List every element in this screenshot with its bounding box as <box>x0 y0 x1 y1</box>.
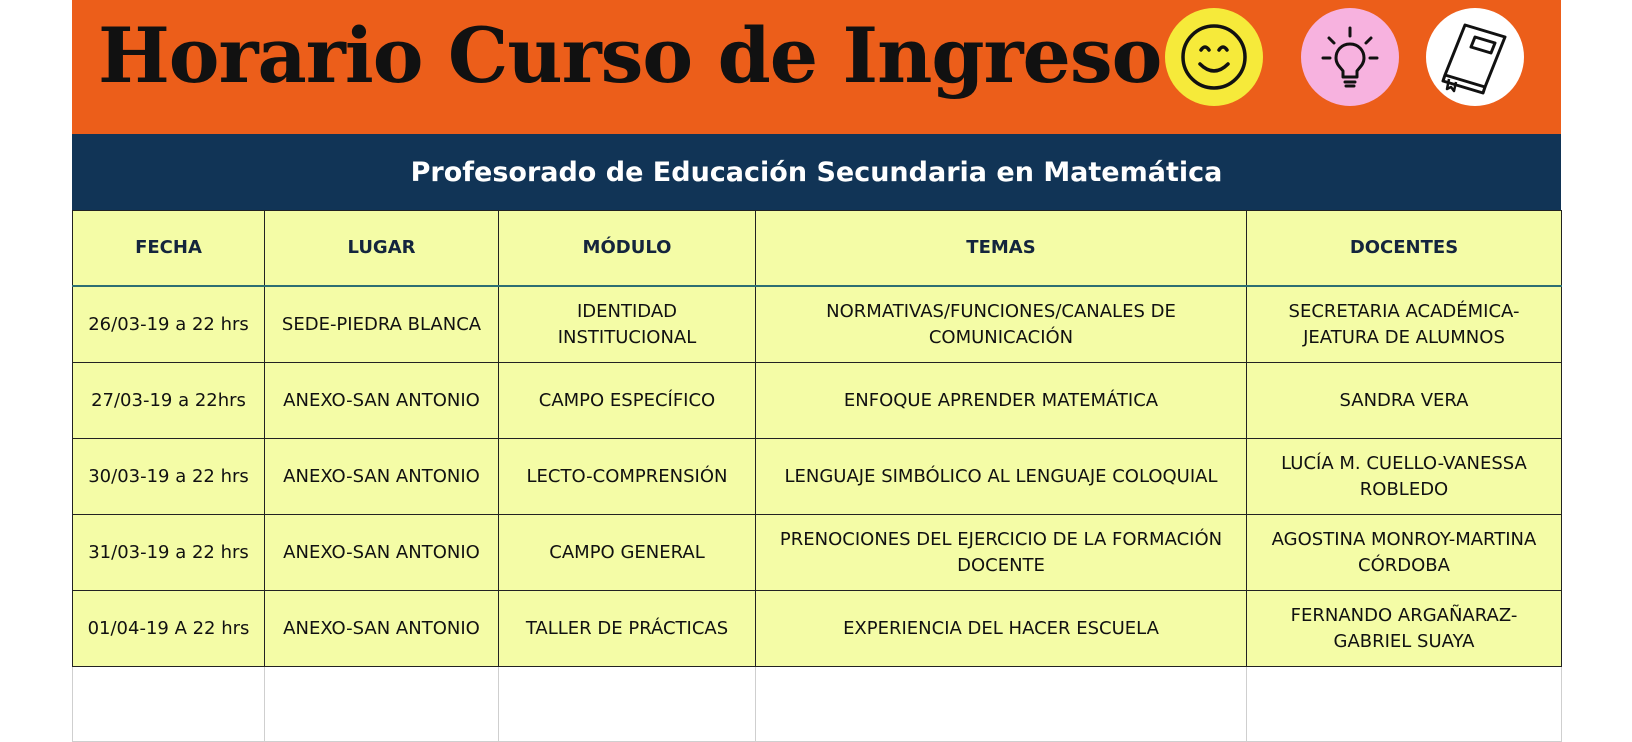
table-row <box>73 591 1562 667</box>
cell-lugar: ANEXO-SAN ANTONIO <box>265 439 499 515</box>
empty-cell <box>1247 667 1562 742</box>
cell-docentes: FERNANDO ARGAÑARAZ-GABRIEL SUAYA <box>1247 591 1562 667</box>
cell-modulo: TALLER DE PRÁCTICAS <box>499 591 756 667</box>
table-row <box>73 363 1562 439</box>
column-header-temas: TEMAS <box>756 211 1247 287</box>
book-icon <box>1426 8 1524 106</box>
cell-lugar: ANEXO-SAN ANTONIO <box>265 363 499 439</box>
cell-fecha: 26/03-19 a 22 hrs <box>73 286 265 363</box>
cell-lugar: ANEXO-SAN ANTONIO <box>265 591 499 667</box>
cell-modulo: CAMPO GENERAL <box>499 515 756 591</box>
cell-docentes: SECRETARIA ACADÉMICA-JEATURA DE ALUMNOS <box>1247 286 1562 363</box>
cell-fecha: 31/03-19 a 22 hrs <box>73 515 265 591</box>
cell-temas: ENFOQUE APRENDER MATEMÁTICA <box>756 363 1247 439</box>
schedule-table <box>72 210 1562 742</box>
cell-temas: EXPERIENCIA DEL HACER ESCUELA <box>756 591 1247 667</box>
subtitle-bar <box>72 134 1561 210</box>
cell-fecha: 27/03-19 a 22hrs <box>73 363 265 439</box>
empty-cell <box>265 667 499 742</box>
empty-table-row <box>73 667 1562 742</box>
cell-modulo: LECTO-COMPRENSIÓN <box>499 439 756 515</box>
table-row <box>73 286 1562 363</box>
cell-temas: NORMATIVAS/FUNCIONES/CANALES DE COMUNICACIÓN <box>756 286 1247 363</box>
cell-temas: PRENOCIONES DEL EJERCICIO DE LA FORMACIÓN DOCENTE <box>756 515 1247 591</box>
column-header-docentes: DOCENTES <box>1247 211 1562 287</box>
table-row <box>73 439 1562 515</box>
page-title: Horario Curso de Ingreso <box>98 11 1162 100</box>
column-header-fecha: FECHA <box>73 211 265 287</box>
cell-docentes: AGOSTINA MONROY-MARTINA CÓRDOBA <box>1247 515 1562 591</box>
column-header-lugar: LUGAR <box>265 211 499 287</box>
schedule-sheet <box>72 0 1561 742</box>
cell-docentes: LUCÍA M. CUELLO-VANESSA ROBLEDO <box>1247 439 1562 515</box>
empty-cell <box>73 667 265 742</box>
subtitle: Profesorado de Educación Secundaria en Matemática <box>410 156 1223 188</box>
cell-fecha: 30/03-19 a 22 hrs <box>73 439 265 515</box>
table-row <box>73 515 1562 591</box>
lightbulb-icon <box>1301 8 1399 106</box>
cell-lugar: ANEXO-SAN ANTONIO <box>265 515 499 591</box>
title-banner <box>72 0 1561 134</box>
cell-modulo: IDENTIDAD INSTITUCIONAL <box>499 286 756 363</box>
cell-lugar: SEDE-PIEDRA BLANCA <box>265 286 499 363</box>
empty-cell <box>756 667 1247 742</box>
cell-temas: LENGUAJE SIMBÓLICO AL LENGUAJE COLOQUIAL <box>756 439 1247 515</box>
column-header-modulo: MÓDULO <box>499 211 756 287</box>
empty-cell <box>499 667 756 742</box>
table-header-row <box>73 211 1562 287</box>
smiley-face-icon <box>1165 8 1263 106</box>
cell-modulo: CAMPO ESPECÍFICO <box>499 363 756 439</box>
cell-fecha: 01/04-19 A 22 hrs <box>73 591 265 667</box>
cell-docentes: SANDRA VERA <box>1247 363 1562 439</box>
